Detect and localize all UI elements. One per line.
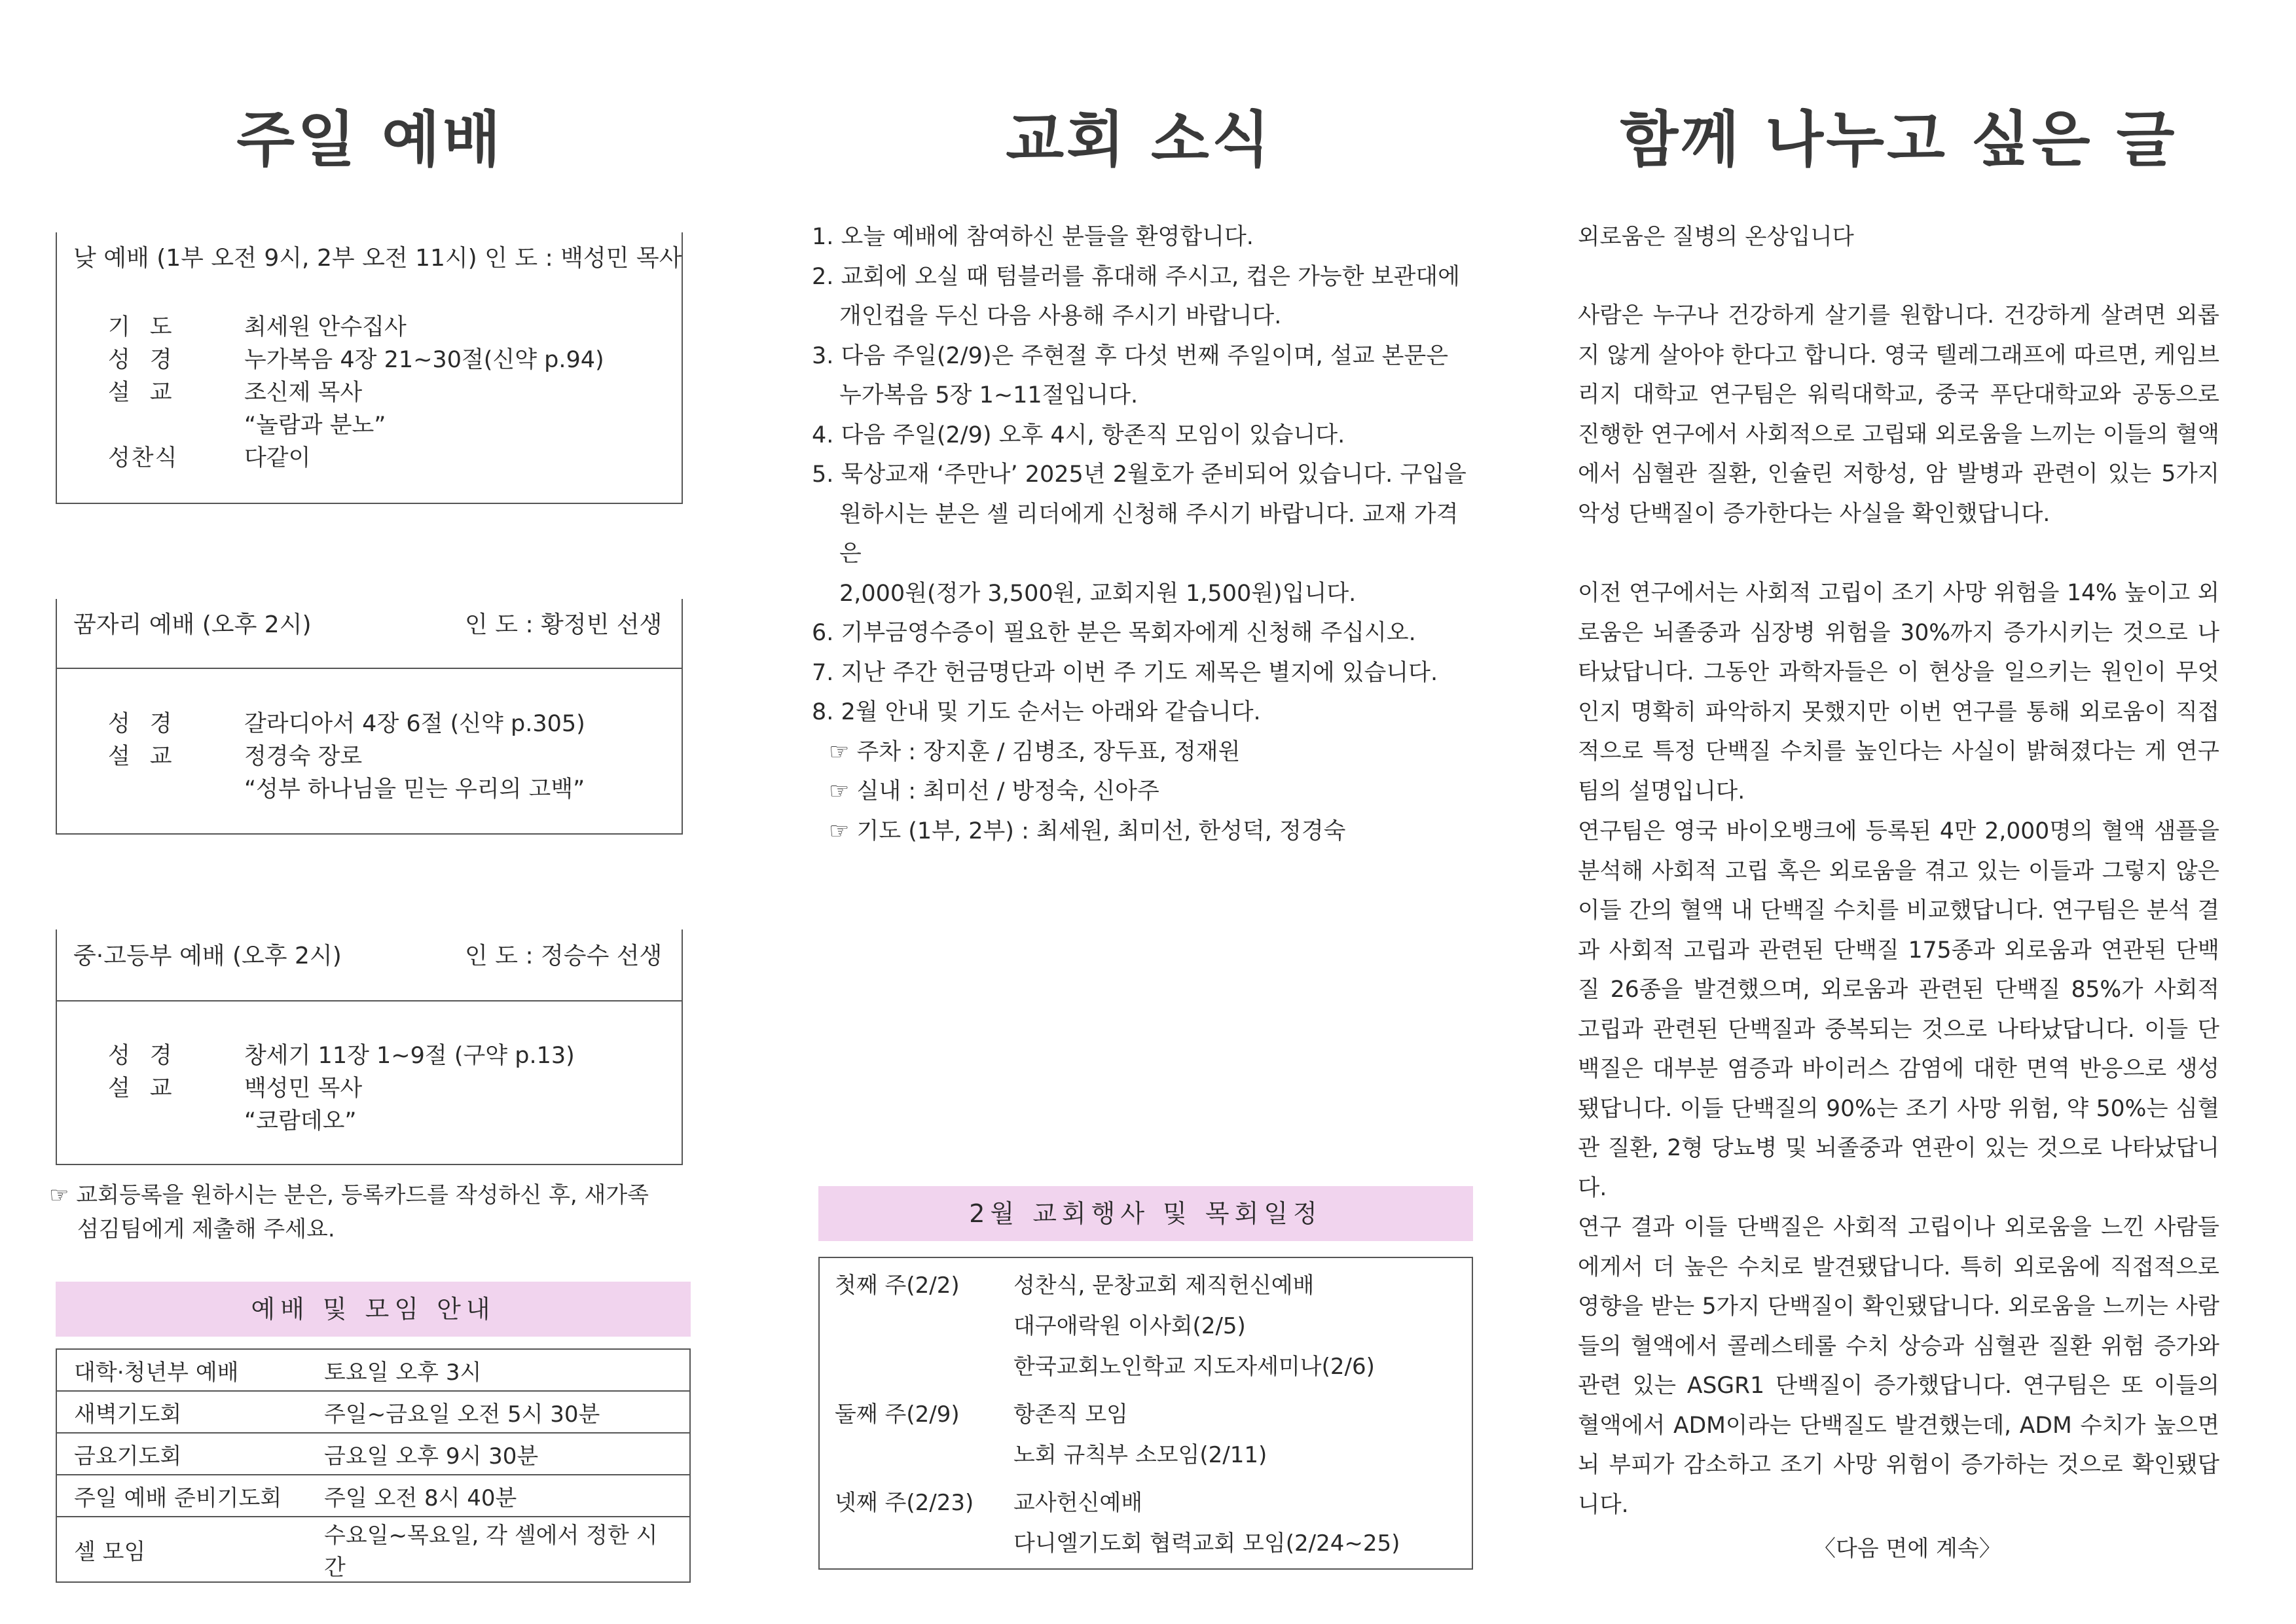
table-row [56, 1349, 690, 1391]
youth-service-leader: 인 도 : 정승수 선생 [465, 943, 663, 969]
schedule-item: 한국교회노인학교 지도자세미나(2/6) [1013, 1354, 1375, 1380]
dream-scripture-value: 갈라디아서 4장 6절 (신약 p.305) [244, 711, 585, 737]
guide-time: 주일 오전 8시 40분 [307, 1475, 690, 1517]
dream-sermon-label: 설교 [108, 744, 192, 770]
list-item: ☞ 실내 : 최미선 / 방정숙, 신아주 [829, 778, 1159, 804]
day-scripture-value: 누가복음 4장 21~30절(신약 p.94) [244, 347, 604, 373]
day-sermon-title: “놀람과 분노” [244, 412, 386, 439]
schedule-item: 항존직 모임 [1013, 1401, 1129, 1428]
list-item: 3. 다음 주일(2/9)은 주현절 후 다섯 번째 주일이며, 설교 본문은 [812, 342, 1449, 369]
schedule-item: 교사헌신예배 [1013, 1490, 1143, 1516]
guide-name: 셀 모임 [56, 1517, 307, 1582]
dream-scripture-label: 성경 [108, 711, 192, 737]
guide-name: 금요기도회 [56, 1433, 307, 1475]
notices-list [812, 217, 1473, 851]
article-paragraph-3: 연구팀은 영국 바이오뱅크에 등록된 4만 2,000명의 혈액 샘플을 분석해 사회적 고립 혹은 외로움을 겪고 있는 이들과 그렇지 않은 이들 간의 혈액 내 단백질 수치를 비교했답니다. 연구팀은 분석 결과 사회적 고립과 관련된 단백질 175종과 외로움과 연관된 단백질 26종을 발견했으며, 외로움과 관련된 단백질 85%가 사회적 고립과 관련된 단백질과 중복되는 것으로 나타났답니다. 이들 단백질은 대부분 염증과 바이러스 감염에 대한 면역 반응으로 생성됐답니다. 이들 단백질의 90%는 조기 사망 위험, 약 50%는 심혈관 질환, 2형 당뇨병 및 뇌졸중과 연관이 있는 것으로 나타났답니다. [1578, 818, 2219, 1201]
schedule-week-3: 넷째 주(2/23) [835, 1490, 974, 1516]
list-item: 4. 다음 주일(2/9) 오후 4시, 항존직 모임이 있습니다. [812, 422, 1345, 448]
day-communion-value: 다같이 [244, 445, 311, 471]
youth-scripture-value: 창세기 11장 1~9절 (구약 p.13) [244, 1043, 575, 1069]
list-item: 2. 교회에 오실 때 텀블러를 휴대해 주시고, 컵은 가능한 보관대에 [812, 263, 1460, 290]
list-item: 7. 지난 주간 헌금명단과 이번 주 기도 제목은 별지에 있습니다. [812, 659, 1438, 686]
sharing-title: 함께 나누고 싶은 글 [1565, 92, 2232, 178]
dream-service-inner-rule [56, 668, 683, 669]
day-prayer-label: 기도 [108, 314, 192, 340]
guide-time: 주일~금요일 오전 5시 30분 [307, 1391, 690, 1433]
continued-note: 〈다음 면에 계속〉 [1813, 1536, 2001, 1562]
registration-note-line-1: ☞ 교회등록을 원하시는 분은, 등록카드를 작성하신 후, 새가족 [49, 1182, 649, 1208]
guide-title-bar [56, 1282, 691, 1337]
youth-scripture-label: 성경 [108, 1043, 192, 1069]
guide-name: 주일 예배 준비기도회 [56, 1475, 307, 1517]
schedule-week-1: 첫째 주(2/2) [835, 1272, 960, 1299]
youth-service-heading: 중·고등부 예배 (오후 2시) [73, 943, 342, 969]
article-paragraph-1: 사람은 누구나 건강하게 살기를 원합니다. 건강하게 살려면 외롭지 않게 살아야 한다고 합니다. 영국 텔레그래프에 따르면, 케임브리지 대학교 연구팀은 워릭대학교, 중국 푸단대학교와 공동으로 진행한 연구에서 사회적으로 고립돼 외로움을 느끼는 이들의 혈액에서 심혈관 질환, 인슐린 저항성, 암 발병과 관련이 있는 5가지 악성 단백질이 증가한다는 사실을 확인했답니다. [1578, 302, 2219, 527]
guide-title: 예배 및 모임 안내 [251, 1295, 496, 1324]
guide-time: 금요일 오후 9시 30분 [307, 1433, 690, 1475]
list-item: 5. 묵상교재 ‘주만나’ 2025년 2월호가 준비되어 있습니다. 구입을 [812, 461, 1467, 488]
guide-time: 수요일~목요일, 각 셀에서 정한 시간 [307, 1517, 690, 1582]
youth-sermon-label: 설교 [108, 1075, 192, 1102]
list-item: ☞ 주차 : 장지훈 / 김병조, 장두표, 정재원 [829, 738, 1241, 765]
day-scripture-label: 성경 [108, 347, 192, 373]
list-item: 6. 기부금영수증이 필요한 분은 목회자에게 신청해 주십시오. [812, 620, 1416, 646]
dream-sermon-value: 정경숙 장로 [244, 744, 363, 770]
table-row [56, 1475, 690, 1517]
table-row [56, 1433, 690, 1475]
table-row [56, 1517, 690, 1582]
list-item: 개인컵을 두신 다음 사용해 주시기 바랍니다. [839, 303, 1282, 329]
day-prayer-value: 최세원 안수집사 [244, 314, 407, 340]
day-sermon-label: 설교 [108, 380, 192, 406]
list-item: 1. 오늘 예배에 참여하신 분들을 환영합니다. [812, 224, 1254, 250]
day-service-heading: 낮 예배 (1부 오전 9시, 2부 오전 11시) 인 도 : 백성민 목사 [73, 245, 682, 272]
list-item: 8. 2월 안내 및 기도 순서는 아래와 같습니다. [812, 699, 1261, 725]
article-subtitle: 외로움은 질병의 온상입니다 [1578, 224, 1854, 250]
day-communion-label: 성찬식 [108, 445, 179, 471]
dream-sermon-title: “성부 하나님을 믿는 우리의 고백” [244, 776, 585, 803]
list-item: 누가복음 5장 1~11절입니다. [839, 382, 1139, 408]
list-item: 2,000원(정가 3,500원, 교회지원 1,500원)입니다. [839, 580, 1357, 607]
guide-name: 대학·청년부 예배 [56, 1349, 307, 1391]
church-news-title: 교회 소식 [805, 92, 1473, 178]
registration-note-line-2: 섬김팀에게 제출해 주세요. [77, 1216, 335, 1242]
dream-service-leader: 인 도 : 황정빈 선생 [465, 611, 663, 638]
sunday-worship-title: 주일 예배 [39, 92, 701, 178]
article-paragraph-4: 연구 결과 이들 단백질은 사회적 고립이나 외로움을 느낀 사람들에게서 더 높은 수치로 발견됐답니다. 특히 외로움에 직접적으로 영향을 받는 5가지 단백질이 확인됐답니다. 외로움을 느끼는 사람들의 혈액에서 콜레스테롤 수치 상승과 심혈관 질환 위험 증가와 관련 있는 ASGR1 단백질이 증가했답니다. 연구팀은 또 이들의 혈액에서 ADM이라는 단백질도 발견했는데, ADM 수치가 높으면 뇌 부피가 감소하고 조기 사망 위험이 증가하는 것으로 확인됐답니다. [1578, 1214, 2219, 1518]
dream-service-heading: 꿈자리 예배 (오후 2시) [73, 611, 312, 638]
article-paragraph-2: 이전 연구에서는 사회적 고립이 조기 사망 위험을 14% 높이고 외로움은 뇌졸중과 심장병 위험을 30%까지 증가시키는 것으로 나타났답니다. 그동안 과학자들은 이 현상을 일으키는 원인이 무엇인지 명확히 파악하지 못했지만 이번 연구를 통해 외로움이 직접적으로 특정 단백질 수치를 높인다는 사실이 밝혀졌다는 게 연구팀의 설명입니다. [1578, 580, 2219, 804]
guide-time: 토요일 오후 3시 [307, 1349, 690, 1391]
table-row [56, 1391, 690, 1433]
guide-table [56, 1348, 691, 1583]
day-sermon-value: 조신제 목사 [244, 380, 363, 406]
schedule-title: 2월 교회행사 및 목회일정 [969, 1199, 1322, 1228]
schedule-item: 노회 규칙부 소모임(2/11) [1013, 1442, 1267, 1468]
guide-name: 새벽기도회 [56, 1391, 307, 1433]
schedule-week-2: 둘째 주(2/9) [835, 1401, 960, 1428]
list-item: ☞ 기도 (1부, 2부) : 최세원, 최미선, 한성덕, 정경숙 [829, 818, 1346, 844]
schedule-item: 성찬식, 문창교회 제직헌신예배 [1013, 1272, 1315, 1299]
schedule-item: 다니엘기도회 협력교회 모임(2/24~25) [1013, 1530, 1400, 1557]
list-item: 원하시는 분은 셀 리더에게 신청해 주시기 바랍니다. 교재 가격은 [839, 501, 1459, 567]
schedule-item: 대구애락원 이사회(2/5) [1013, 1313, 1246, 1339]
youth-service-inner-rule [56, 1000, 683, 1001]
schedule-title-bar [818, 1186, 1473, 1241]
youth-sermon-title: “코람데오” [244, 1108, 357, 1134]
youth-sermon-value: 백성민 목사 [244, 1075, 363, 1102]
